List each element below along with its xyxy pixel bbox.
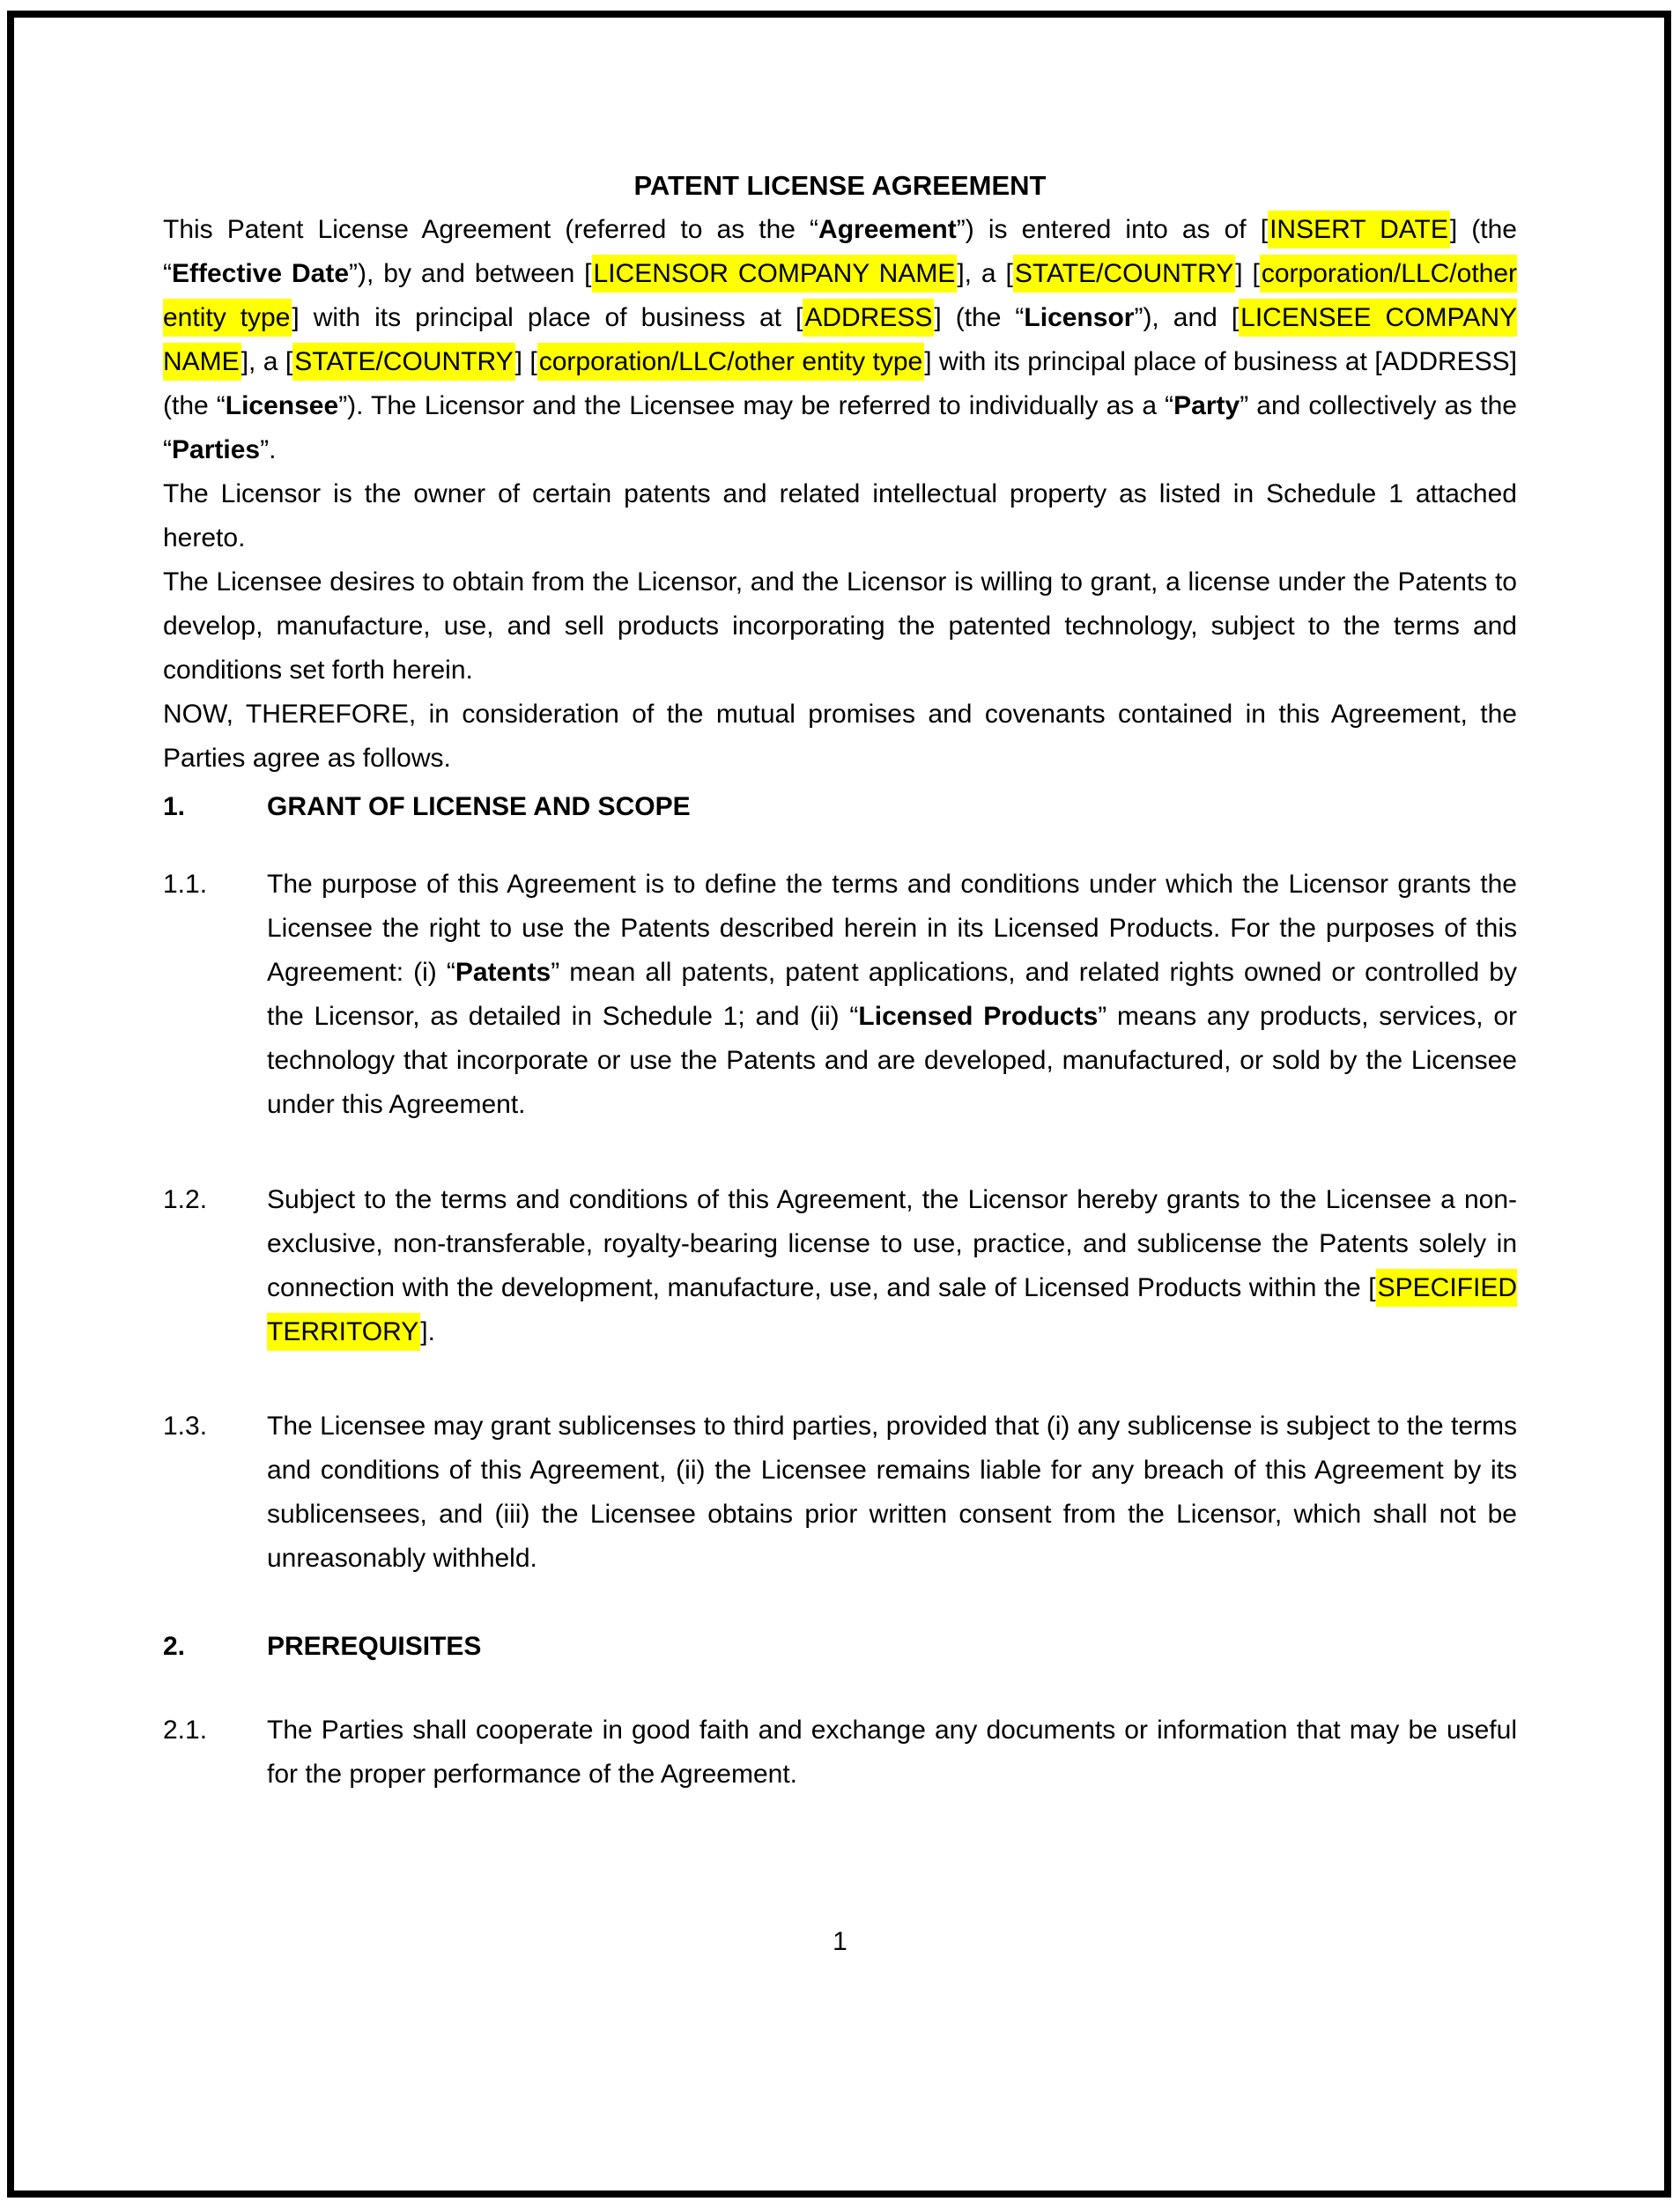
text-run: ] with its principal place of business at [ xyxy=(292,303,803,332)
section-heading-text: PREREQUISITES xyxy=(267,1632,482,1661)
clause-number: 1.1. xyxy=(163,870,208,899)
clause-number: 1.2. xyxy=(163,1185,208,1214)
section-heading-grant-of-license xyxy=(163,785,1517,829)
intro-paragraph-licensee-recital xyxy=(163,560,1517,693)
text-run: ”), by and between [ xyxy=(349,259,592,288)
highlighted-placeholder: LICENSEE COMPANY NAME xyxy=(163,299,1517,381)
clause-1-1 xyxy=(163,863,1517,1127)
text-run: Subject to the terms and conditions of this Agreement, the Licensor hereby grants to the Licensee a non-exclusive, non-transferable, royalty-bearing license to use, practice, and sublicense the Patents solely in connection with the development, manufacture, use, and sale of Licensed Products within the [ xyxy=(267,1185,1517,1302)
text-run: ], a [ xyxy=(241,347,293,376)
text-run: The Licensee may grant sublicenses to third parties, provided that (i) any sublicense is subject to the terms and conditions of this Agreement, (ii) the Licensee remains liable for any breach of this Agreement by its sublicensees, and (iii) the Licensee obtains prior written consent from the Licensor, which shall not be unreasonably withheld. xyxy=(267,1412,1517,1573)
text-run: ] (the “ xyxy=(934,303,1025,332)
highlighted-placeholder: SPECIFIED TERRITORY xyxy=(267,1269,1517,1351)
section-heading-text: GRANT OF LICENSE AND SCOPE xyxy=(267,792,691,821)
bold-term: Parties xyxy=(172,435,261,464)
text-run: ” mean all patents, patent applications, and related rights owned or controlled by the Licensor, as detailed in Schedule 1; and (ii) “ xyxy=(267,958,1517,1031)
text-run: The Licensee desires to obtain from the Licensor, and the Licensor is willing to grant, a license under the Patents to develop, manufacture, use, and sell products incorporating the patented technology, subject to the terms and conditions set forth herein. xyxy=(163,567,1517,685)
bold-term: Patents xyxy=(455,958,551,987)
text-run: ] [ xyxy=(514,347,537,376)
text-run: This Patent License Agreement (referred to as the “ xyxy=(163,215,819,244)
clause-text xyxy=(267,863,1517,1127)
clause-1-3 xyxy=(163,1405,1517,1581)
intro-paragraph-now-therefore xyxy=(163,693,1517,781)
intro-paragraph-licensor-recital xyxy=(163,472,1517,560)
section-number: 1. xyxy=(163,792,186,821)
text-run: NOW, THEREFORE, in consideration of the mutual promises and covenants contained in this Agreement, the Parties agree as follows. xyxy=(163,700,1517,773)
text-run: The purpose of this Agreement is to define the terms and conditions under which the Licensor grants the Licensee the right to use the Patents described herein in its Licensed Products. For the purposes of this Agreement: (i) “ xyxy=(267,870,1517,987)
text-run: ] [ xyxy=(1235,259,1260,288)
clause-text xyxy=(267,1709,1517,1797)
section-heading-prerequisites xyxy=(163,1625,1517,1669)
bold-term: Effective Date xyxy=(172,259,350,288)
page-number: 1 xyxy=(833,1927,847,1956)
clause-2-1 xyxy=(163,1709,1517,1797)
clause-text xyxy=(267,1405,1517,1581)
bold-term: Party xyxy=(1173,391,1240,420)
highlighted-placeholder: INSERT DATE xyxy=(1268,211,1450,248)
text-run: ]. xyxy=(420,1317,435,1346)
text-run: ”. xyxy=(260,435,277,464)
clause-1-2 xyxy=(163,1178,1517,1354)
text-run: The Licensor is the owner of certain patents and related intellectual property as listed in Schedule 1 attached hereto. xyxy=(163,479,1517,552)
text-run: ] with its principal place of business at [ADDRESS] (the “ xyxy=(163,347,1518,420)
text-run: ] (the “ xyxy=(163,215,1517,288)
highlighted-placeholder: corporation/LLC/other entity type xyxy=(537,343,924,381)
highlighted-placeholder: corporation/LLC/other entity type xyxy=(163,255,1517,337)
text-run: ”) is entered into as of [ xyxy=(956,215,1269,244)
highlighted-placeholder: STATE/COUNTRY xyxy=(1013,255,1235,293)
section-number: 2. xyxy=(163,1632,186,1661)
text-run: The Parties shall cooperate in good faith and exchange any documents or information that may be useful for the proper performance of the Agreement. xyxy=(267,1716,1517,1789)
text-run: ”), and [ xyxy=(1134,303,1240,332)
document-content xyxy=(163,0,1517,1964)
highlighted-placeholder: STATE/COUNTRY xyxy=(292,343,514,381)
highlighted-placeholder: LICENSOR COMPANY NAME xyxy=(592,255,958,293)
bold-term: Licensed Products xyxy=(858,1002,1099,1031)
clause-number: 2.1. xyxy=(163,1716,208,1745)
highlighted-placeholder: ADDRESS xyxy=(803,299,934,337)
intro-paragraph-parties xyxy=(163,208,1517,472)
clause-number: 1.3. xyxy=(163,1412,208,1441)
text-run: ], a [ xyxy=(957,259,1013,288)
bold-term: Licensor xyxy=(1024,303,1135,332)
text-run: ”). The Licensor and the Licensee may be referred to individually as a “ xyxy=(338,391,1174,420)
document-title: PATENT LICENSE AGREEMENT xyxy=(633,170,1047,201)
bold-term: Licensee xyxy=(225,391,339,420)
text-run: ” and collectively as the “ xyxy=(163,391,1517,464)
text-run: ” means any products, services, or technology that incorporate or use the Patents and are developed, manufactured, or sold by the Licensee under this Agreement. xyxy=(267,1002,1518,1119)
clause-text xyxy=(267,1178,1517,1354)
bold-term: Agreement xyxy=(818,215,957,244)
